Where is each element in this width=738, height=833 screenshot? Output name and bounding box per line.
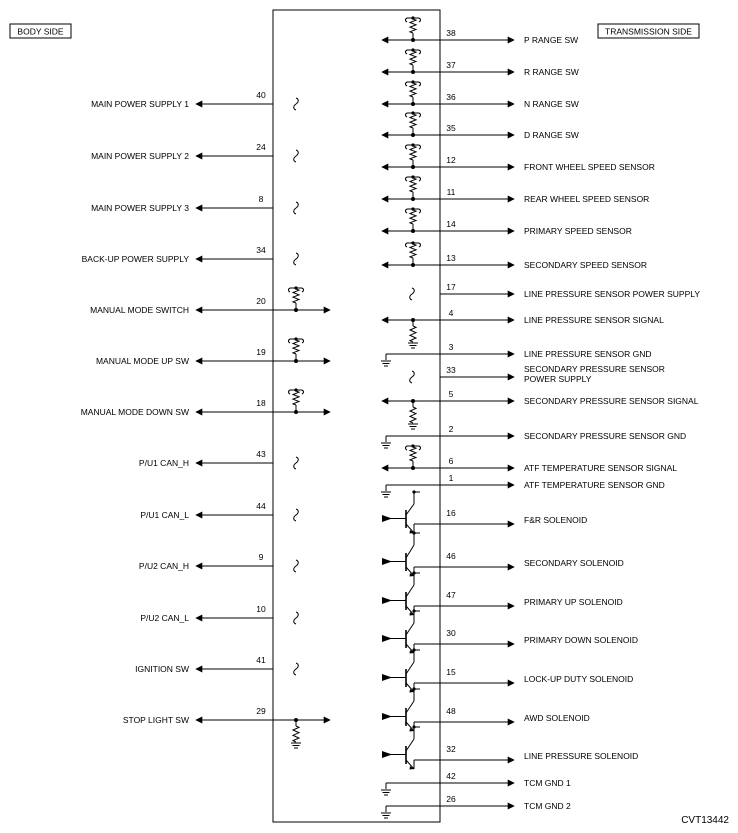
body-side-header [10,24,71,38]
pin-number: 16 [446,508,456,518]
pin-number: 4 [448,308,454,318]
signal-label: FRONT WHEEL SPEED SENSOR [524,162,655,172]
pin-number: 11 [446,187,456,197]
right-signal-37 [382,48,579,77]
pin-number: 6 [448,456,454,466]
signal-label: P/U1 CAN_H [138,458,189,468]
left-signal-18 [81,388,330,417]
resistor-icon [293,726,299,742]
right-signal-3 [381,342,652,366]
pin-number: 36 [446,92,456,102]
pin-number: 38 [446,28,456,38]
left-connections [81,90,330,748]
signal-label: MANUAL MODE UP SW [95,356,189,366]
pin-number: 30 [446,628,456,638]
pin-number: 10 [256,604,266,614]
signal-label: PRIMARY DOWN SOLENOID [524,635,638,645]
signal-label: TCM GND 2 [524,801,571,811]
right-signal-11 [382,175,649,204]
right-signal-42 [381,771,571,795]
pin-number: 3 [448,342,454,352]
ground-icon [381,492,391,497]
signal-label-line2: POWER SUPPLY [524,374,592,384]
ground-icon [381,813,391,818]
left-signal-41 [135,655,298,675]
figure-id: CVT13442 [681,815,729,826]
signal-label: N RANGE SW [524,99,579,109]
pin-number: 1 [448,473,454,483]
right-signal-47 [382,571,623,615]
left-signal-40 [91,90,298,110]
right-signal-26 [381,794,571,818]
pin-number: 19 [256,347,266,357]
pin-number: 48 [446,706,456,716]
pin-number: 43 [256,449,266,459]
signal-label: LINE PRESSURE SENSOR GND [524,349,652,359]
pullup-resistor-icon [406,48,421,74]
right-signal-6 [382,444,677,473]
right-signal-14 [382,207,632,236]
pin-number: 42 [446,771,456,781]
right-signal-5 [382,389,699,429]
wire-break-icon [294,560,299,572]
right-signal-30 [382,609,638,653]
wire-break-icon [294,98,299,110]
pin-number: 15 [446,667,456,677]
signal-label: LOCK-UP DUTY SOLENOID [524,674,634,684]
ground-icon [381,443,391,448]
wire-break-icon [294,253,299,265]
signal-label: P RANGE SW [524,35,579,45]
signal-label: MAIN POWER SUPPLY 2 [91,151,189,161]
right-signal-32 [382,725,638,769]
right-signal-2 [381,424,686,448]
pullup-resistor-icon [406,143,421,169]
signal-label: P/U1 CAN_L [140,510,189,520]
pin-number: 44 [256,501,266,511]
wire-break-icon [294,612,299,624]
signal-label: P/U2 CAN_H [138,561,189,571]
pullup-resistor-icon [406,80,421,106]
pin-number: 12 [446,155,456,165]
pin-number: 32 [446,744,456,754]
pin-number: 34 [256,245,266,255]
left-signal-20 [90,286,330,315]
left-signal-29 [123,706,330,748]
pin-number: 29 [256,706,266,716]
signal-label: LINE PRESSURE SOLENOID [524,751,639,761]
signal-label: TCM GND 1 [524,778,571,788]
signal-label: BACK-UP POWER SUPPLY [81,254,189,264]
pin-number: 2 [448,424,454,434]
signal-label: ATF TEMPERATURE SENSOR GND [524,480,665,490]
signal-label: IGNITION SW [135,664,189,674]
signal-label: SECONDARY PRESSURE SENSOR SIGNAL [524,396,699,406]
signal-label: SECONDARY SPEED SENSOR [524,260,647,270]
signal-label: R RANGE SW [524,67,579,77]
right-signal-17 [410,282,701,300]
right-signal-33 [410,364,665,384]
pullup-resistor-icon [289,337,304,363]
pin-number: 33 [446,365,456,375]
signal-label: SECONDARY PRESSURE SENSOR [524,364,665,374]
ground-icon [381,361,391,366]
left-signal-10 [140,604,298,624]
pullup-resistor-icon [289,286,304,312]
signal-label: MAIN POWER SUPPLY 1 [91,99,189,109]
resistor-icon [410,326,416,342]
left-signal-8 [91,194,298,214]
pin-number: 35 [446,123,456,133]
wire-break-icon [294,150,299,162]
pin-number: 18 [256,398,266,408]
ground-icon [291,743,301,748]
ground-icon [381,790,391,795]
left-signal-24 [91,142,298,162]
pin-number: 47 [446,590,456,600]
signal-label: AWD SOLENOID [524,713,590,723]
svg-text:TRANSMISSION SIDE: TRANSMISSION SIDE [605,26,692,37]
pin-number: 24 [256,142,266,152]
signal-label: F&R SOLENOID [524,515,588,525]
pullup-resistor-icon [406,207,421,233]
signal-label: P/U2 CAN_L [140,613,189,623]
signal-label: MANUAL MODE DOWN SW [80,407,189,417]
right-signal-16 [382,490,587,533]
signal-label: LINE PRESSURE SENSOR POWER SUPPLY [524,289,701,299]
pin-number: 41 [256,655,266,665]
right-signal-38 [382,16,578,45]
pin-number: 26 [446,794,456,804]
pullup-resistor-icon [406,241,421,267]
right-signal-46 [382,531,624,576]
right-signal-35 [382,111,579,140]
signal-label: REAR WHEEL SPEED SENSOR [524,194,650,204]
signal-label: LINE PRESSURE SENSOR SIGNAL [524,315,664,325]
pin-number: 8 [258,194,264,204]
pin-number: 9 [258,552,264,562]
signal-label: PRIMARY UP SOLENOID [524,597,623,607]
tcm-box [273,10,440,822]
pin-number: 5 [448,389,454,399]
left-signal-9 [139,552,298,572]
signal-label: SECONDARY PRESSURE SENSOR GND [524,431,687,441]
pin-number: 20 [256,296,266,306]
wire-break-icon [294,509,299,521]
signal-label: STOP LIGHT SW [122,715,189,725]
left-signal-44 [140,501,298,521]
resistor-icon [410,407,416,423]
pin-number: 46 [446,551,456,561]
ground-icon [408,343,418,348]
wire-break-icon [294,663,299,675]
signal-label: MAIN POWER SUPPLY 3 [91,203,189,213]
pullup-resistor-icon [406,175,421,201]
right-signal-4 [382,308,664,348]
right-signal-13 [382,241,647,270]
pin-number: 40 [256,90,266,100]
wire-break-icon [410,288,415,300]
signal-label: D RANGE SW [524,130,579,140]
pullup-resistor-icon [406,16,421,42]
signal-label: PRIMARY SPEED SENSOR [524,226,632,236]
signal-label: MANUAL MODE SWITCH [90,305,189,315]
signal-label: SECONDARY SOLENOID [524,558,624,568]
wire-break-icon [294,457,299,469]
pullup-resistor-icon [406,111,421,137]
ground-icon [408,424,418,429]
wire-break-icon [294,202,299,214]
right-signal-15 [382,648,633,692]
transmission-side-header [598,24,699,38]
right-signal-36 [382,80,579,109]
right-signal-1 [381,473,665,497]
left-signal-34 [82,245,299,265]
pullup-resistor-icon [289,388,304,414]
pin-number: 14 [446,219,456,229]
right-signal-48 [382,687,590,731]
svg-text:BODY SIDE: BODY SIDE [17,26,64,37]
wire-break-icon [410,371,415,383]
pin-number: 13 [446,253,456,263]
right-connections [381,16,700,818]
pullup-resistor-icon [406,444,421,470]
left-signal-43 [139,449,298,469]
right-signal-12 [382,143,655,172]
left-signal-19 [96,337,330,366]
pin-number: 17 [446,282,456,292]
signal-label: ATF TEMPERATURE SENSOR SIGNAL [524,463,678,473]
pin-number: 37 [446,60,456,70]
